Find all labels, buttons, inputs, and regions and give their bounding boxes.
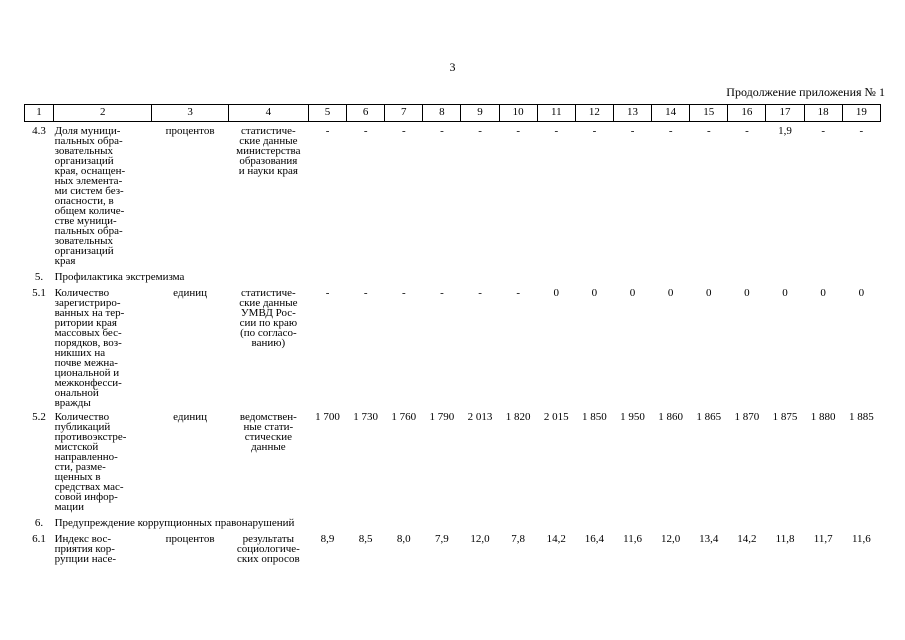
indicator-name-line: Доля муници- [54,125,121,137]
year-value-cell: 14,2 [737,533,757,545]
column-number-header: 12 [575,105,613,122]
year-value-cell: - [745,125,749,137]
year-value-cell: 13,4 [699,533,719,545]
column-number-header: 9 [461,105,499,122]
indicator-name-line: организаций [54,245,114,257]
indicator-name [54,408,152,512]
row-number: 5.1 [32,287,46,299]
data-source-line: министерства [236,145,301,157]
column-number-header: 11 [537,105,575,122]
column-number-header: 17 [766,105,804,122]
year-value-cell: - [706,125,711,137]
year-value-cell: - [363,287,368,299]
data-source-line: ские данные [239,135,298,147]
year-value-cell: 0 [591,287,598,299]
column-number-header: 18 [804,105,842,122]
year-value-cell: 11,7 [813,533,833,545]
year-value-cell: 0 [744,287,750,299]
data-source-line: ских опросов [237,553,300,565]
indicator-name-line: почве межна- [54,357,118,369]
year-value-cell: 0 [706,287,712,299]
year-value-cell: 8,0 [396,533,411,545]
row-number: 4.3 [32,125,46,137]
data-source-line: и науки края [238,165,298,177]
year-value-cell: - [516,287,520,299]
table-row [25,122,881,267]
year-value-cell: - [401,287,406,299]
table-header-row [25,105,881,122]
indicator-name-line: стве муници- [54,215,117,227]
year-value-cell: - [554,125,559,137]
column-number-header: 6 [347,105,385,122]
indicator-name-line: мистской [54,441,99,453]
unit-of-measure: единиц [173,287,208,299]
appendix-note: Продолжение приложения № 1 [726,85,885,99]
column-number-header: 8 [423,105,461,122]
indicator-name-line: Количество [54,287,110,299]
year-value-cell: 1 870 [734,411,760,423]
indicator-name-line: циональной и [54,367,120,379]
year-value-cell: 16,4 [584,533,605,545]
column-number-header: 1 [25,105,54,122]
data-source-line: ванию) [251,337,286,349]
column-number-header: 2 [54,105,152,122]
year-value-cell: - [363,125,368,137]
year-value-cell: - [440,125,444,137]
section-row [25,512,881,530]
indicator-name-line: зарегистриро- [54,297,121,309]
data-source-line: социологиче- [236,543,300,555]
indicator-name-line: края [54,255,76,267]
indicator-name-line: зовательных [54,145,113,157]
indicators-table [24,104,881,564]
indicator-name-line: зовательных [54,235,113,247]
year-value-cell: 0 [553,287,560,299]
data-source-line: статистиче- [240,125,296,137]
year-value-cell: 0 [820,287,826,299]
data-source [228,122,308,267]
year-value-cell: 2 015 [543,411,569,423]
indicator-name-line: ных элемента- [54,175,123,187]
column-number-header: 10 [499,105,537,122]
column-number-header: 7 [385,105,423,122]
year-value-cell: 0 [629,287,636,299]
indicator-name-line: ванных на тер- [54,307,125,319]
data-source-line: результаты [242,533,295,545]
indicator-name-line: щенных в [54,471,101,483]
indicator-name-line: общем количе- [54,205,125,217]
table-row [25,284,881,408]
indicator-name-line: опасности, в [54,195,114,207]
indicator-name-line: пальных обра- [54,135,123,147]
unit-of-measure: процентов [165,533,215,545]
section-row [25,266,881,284]
section-title: Профилактика экстремизма [54,271,185,283]
year-value-cell: - [592,125,597,137]
data-source-line: УМВД Рос- [240,307,296,319]
column-number-header: 13 [613,105,651,122]
year-value-cell: 7,9 [435,533,449,545]
data-source-line: статистиче- [240,287,296,299]
indicator-name [54,284,152,408]
indicator-name-line: Индекс вос- [54,533,112,545]
year-value-cell: 2 013 [467,411,493,423]
data-source-line: данные [251,441,286,453]
indicator-name-line: организаций [54,155,114,167]
table-row [25,530,881,564]
indicator-name-line: публикаций [54,421,111,433]
indicator-name-line: сти, разме- [54,461,106,473]
indicator-name-line: Количество [54,411,110,423]
indicator-name-line: направленно- [54,451,118,463]
data-source-line: сии по краю [239,317,298,329]
year-value-cell: 11,6 [851,533,871,545]
indicator-name-line: мации [54,501,85,513]
data-source-line: (по согласо- [240,327,297,339]
indicator-name-line: порядков, воз- [54,337,122,349]
data-source-line: образования [239,155,298,167]
indicator-name-line: ми систем без- [54,185,124,197]
indicator-name-line: ритории края [54,317,117,329]
year-value-cell: - [516,125,520,137]
year-value-cell: - [821,125,825,137]
year-value-cell: 0 [782,287,788,299]
year-value-cell: 14,2 [546,533,566,545]
indicator-name-line: приятия кор- [54,543,115,555]
indicator-name-line: совой инфор- [54,491,118,503]
year-value-cell: - [668,125,673,137]
data-source-line: ские данные [239,297,298,309]
year-value-cell: - [325,125,330,137]
indicator-name-line: вражды [54,397,91,409]
year-value-cell: 0 [858,287,865,299]
table-row [25,408,881,512]
column-number-header: 19 [842,105,880,122]
data-source [228,408,308,512]
year-value-cell: 8,5 [358,533,373,545]
year-value-cell: 1 950 [620,411,645,423]
section-number: 5. [34,271,44,283]
column-number-header: 4 [228,105,308,122]
year-value-cell: 1 730 [353,411,379,423]
year-value-cell: 1 850 [582,411,607,423]
year-value-cell: 1 865 [696,411,722,423]
column-number-header: 3 [152,105,228,122]
data-source-line: ные стати- [243,421,294,433]
year-value-cell: 0 [667,287,674,299]
unit-of-measure: процентов [165,125,215,137]
indicator-name-line: никших на [54,347,106,359]
year-value-cell: 12,0 [470,533,490,545]
data-source [228,530,308,564]
year-value-cell: 1 875 [772,411,798,423]
year-value-cell: 8,9 [320,533,335,545]
year-value-cell: 11,8 [775,533,795,545]
indicator-name-line: массовых бес- [54,327,122,339]
column-number-header: 15 [690,105,728,122]
year-value-cell: - [859,125,864,137]
data-source [228,284,308,408]
year-value-cell: 1 760 [391,411,417,423]
year-value-cell: 1 885 [848,411,874,423]
year-value-cell: - [440,287,444,299]
year-value-cell: 1 860 [658,411,684,423]
year-value-cell: 12,0 [661,533,681,545]
indicator-name-line: края, оснащен- [54,165,126,177]
unit-of-measure: единиц [173,411,208,423]
indicator-name [54,530,152,564]
year-value-cell: - [401,125,406,137]
column-number-header: 5 [308,105,346,122]
data-source-line: стические [244,431,292,443]
indicator-name-line: противоэкстре- [54,431,127,443]
year-value-cell: - [478,287,482,299]
section-title: Предупреждение коррупционных правонарушений [54,517,295,529]
indicator-name-line: ональной [54,387,99,399]
column-number-header: 14 [652,105,690,122]
year-value-cell: 1 820 [505,411,531,423]
year-value-cell: 1 880 [810,411,836,423]
year-value-cell: - [325,287,330,299]
year-value-cell: - [630,125,635,137]
year-value-cell: 11,6 [623,533,642,545]
column-number-header: 16 [728,105,766,122]
year-value-cell: - [478,125,482,137]
section-number: 6. [34,517,44,529]
page-number: 3 [449,60,456,74]
indicator-name-line: рупции насе- [54,553,117,565]
row-number: 5.2 [32,411,46,423]
year-value-cell: 1,9 [778,125,792,137]
row-number: 6.1 [32,533,46,545]
indicator-name-line: пальных обра- [54,225,123,237]
year-value-cell: 1 790 [429,411,455,423]
indicator-name-line: межконфесси- [54,377,122,389]
year-value-cell: 1 700 [315,411,340,423]
indicator-name-line: средствах мас- [54,481,124,493]
year-value-cell: 7,8 [511,533,526,545]
indicator-name [54,122,152,267]
data-source-line: ведомствен- [239,411,297,423]
